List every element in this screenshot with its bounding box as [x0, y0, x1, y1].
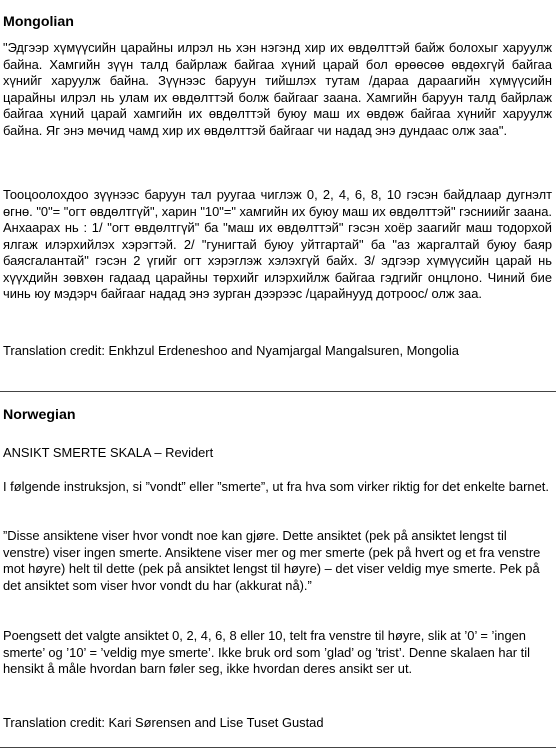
translation-credit: Translation credit: Enkhzul Erdeneshoo and Nyamjargal Mangalsuren, Mongolia — [3, 343, 459, 358]
norwegian-scoring-paragraph: Poengsett det valgte ansiktet 0, 2, 4, 6, 8 eller 10, telt fra venstre til høyre, slik at ’0’ = ’ingen smerte’ og ’10’ = ’veldig mye smerte’. Ikke bruk ord som ’glad’ og ’trist’. Denne skalaen har til hensikt å måle hvordan barn føler seg, ikke hvordan deres ansikt ser ut. — [3, 628, 530, 676]
norwegian-quote-paragraph: ”Disse ansiktene viser hvor vondt noe kan gjøre. Dette ansiktet (pek på ansiktet lengst til venstre) viser ingen smerte. Ansiktene viser mer og mer smerte (pek på hvert og et fra venstre mot høyre) helt til dette (pek på ansiktet lengst til høyre) – det viser veldig mye smerte. Pek på det ansiktet som viser hvor vondt du har (akkurat nå).” — [3, 528, 541, 593]
section-heading: Mongolian — [3, 14, 74, 30]
scale-title: ANSIKT SMERTE SKALA – Revidert — [3, 445, 214, 460]
section-heading: Norwegian — [3, 407, 76, 423]
section-divider — [0, 747, 556, 748]
section-divider — [0, 391, 556, 392]
norwegian-instruction-paragraph: I følgende instruksjon, si ”vondt” eller ”smerte”, ut fra hva som virker riktig for det enkelte barnet. — [3, 479, 549, 494]
mongolian-instructions-paragraph: "Эдгээр хүмүүсийн царайны илрэл нь хэн нэгэнд хир их өвдөлттэй байж болохыг харуулж байна. Хамгийн зүүн талд байрлаж байгаа хүний царай бол өрөөсөө өвдөхгүй байгаа хүнийг харуулж байна. Зүүнээс баруун тийшлэх тутам /дараа дараагийн хүмүүсийн царайны илрэл нь улам их өвдөлттэй болж байгааг заана. Хамгийн баруун талд байрлаж байгаа хүний царай хамгийн их өвдөлттэй буюу маш их өвдөж байгаа хүнийг харуулж байна. Яг энэ мөчид чамд хир их өвдөлттэй байгааг чи надад энэ дундаас олж заа". — [3, 40, 552, 138]
mongolian-scoring-paragraph: Тооцоолохдоо зүүнээс баруун тал руугаа чиглэж 0, 2, 4, 6, 8, 10 гэсэн байдлаар дугнэлт өгнө. "0"= "огт өвдөлтгүй", харин "10"=" хамгийн их буюу маш их өвдөлттэй" гэсниийг заана. Анхаарах нь : 1/ "огт өвдөлтгүй" ба "маш их өвдөлттэй" гэсэн хоёр заагийг маш тодорхой ялгаж илэрхийлэх хэрэгтэй. 2/ "гунигтай буюу уйтгартай" ба "аз жаргалтай буюу баяр баясгалантай" гэсэн 2 үгийг огт хэрэглэж хэлэхгүй байх. 3/ эдгээр хүмүүсийн царай нь хүүхдийн зөвхөн гадаад царайны төрхийг илэрхийлж байгаа гэдгийг онцлоно. Чиний бие чинь юу мэдэрч байгааг надад энэ зурган дээрээс /царайнууд дотроос/ олж заа. — [3, 187, 552, 301]
translation-credit: Translation credit: Kari Sørensen and Lise Tuset Gustad — [3, 715, 324, 730]
